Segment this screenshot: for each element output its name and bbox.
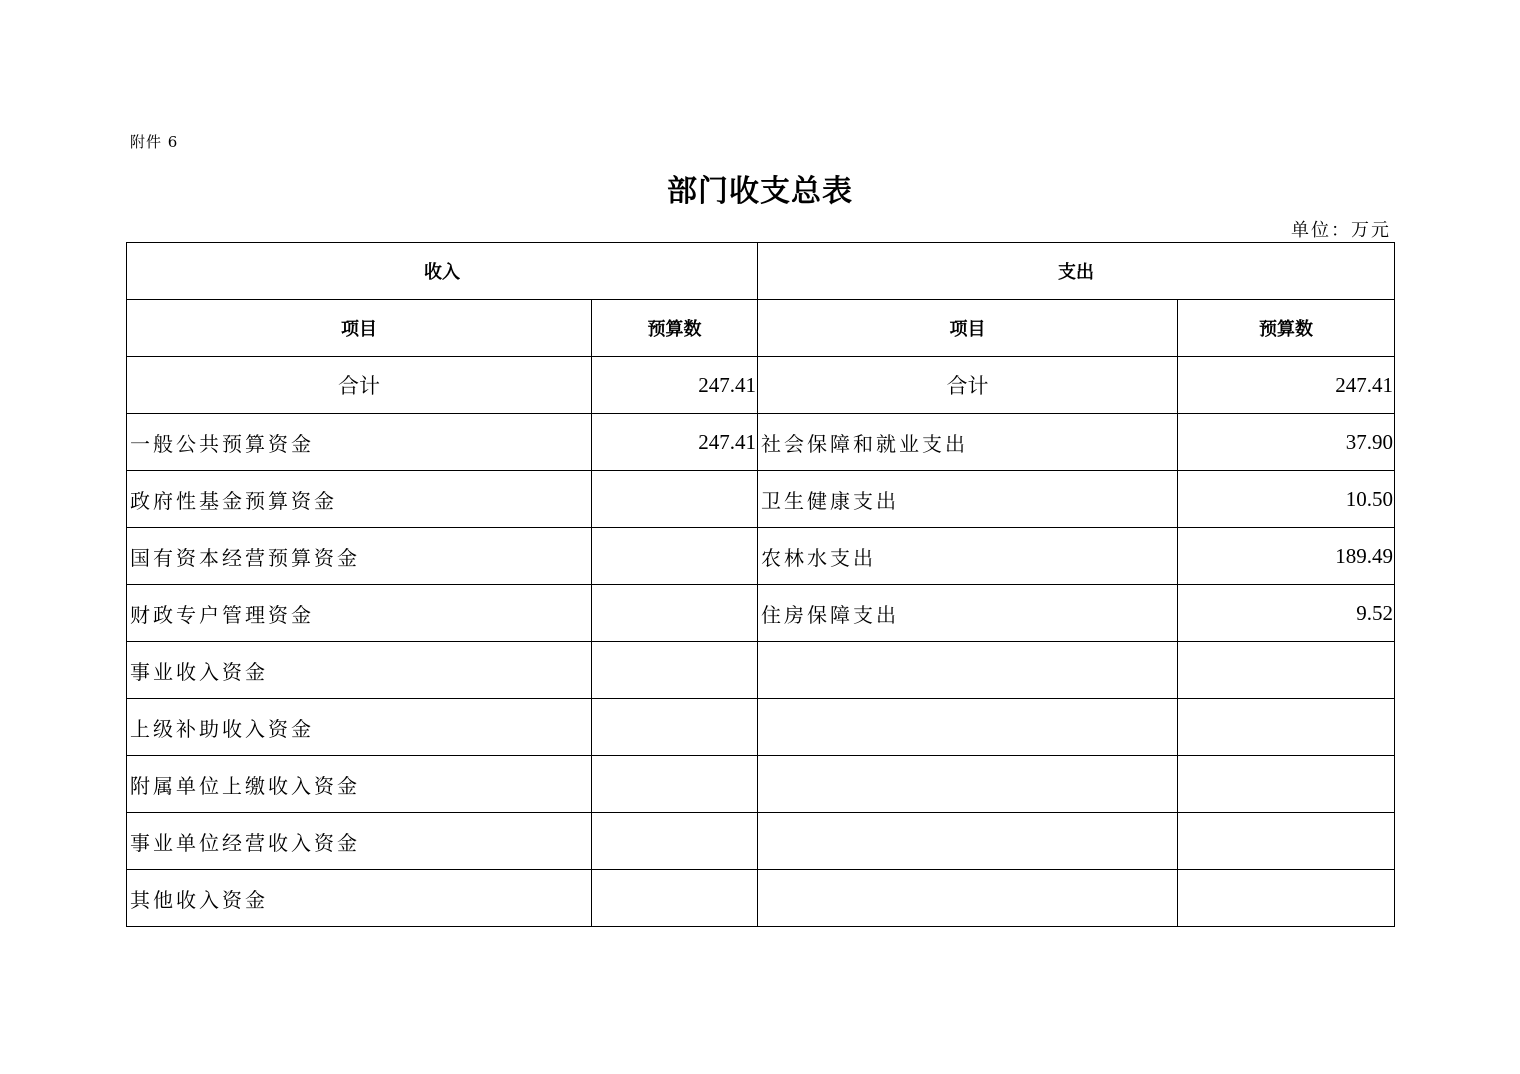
income-value xyxy=(592,471,758,528)
expense-value xyxy=(1178,699,1395,756)
expense-value: 9.52 xyxy=(1178,585,1395,642)
expense-value: 37.90 xyxy=(1178,414,1395,471)
income-item: 其他收入资金 xyxy=(127,870,592,927)
attachment-label: 附件 6 xyxy=(130,133,179,151)
income-value xyxy=(592,699,758,756)
income-value xyxy=(592,756,758,813)
table-row xyxy=(127,414,1395,471)
income-value xyxy=(592,813,758,870)
expense-budget-column-header: 预算数 xyxy=(1178,300,1395,357)
income-item-column-header: 项目 xyxy=(127,300,592,357)
income-budget-column-header: 预算数 xyxy=(592,300,758,357)
income-value xyxy=(592,585,758,642)
table-row xyxy=(127,528,1395,585)
expense-total-value: 247.41 xyxy=(1178,357,1395,414)
income-item: 一般公共预算资金 xyxy=(127,414,592,471)
expense-item xyxy=(758,756,1178,813)
expense-value xyxy=(1178,756,1395,813)
income-value xyxy=(592,870,758,927)
income-header: 收入 xyxy=(127,243,758,300)
income-item: 附属单位上缴收入资金 xyxy=(127,756,592,813)
expense-value xyxy=(1178,642,1395,699)
income-value xyxy=(592,528,758,585)
page-title: 部门收支总表 xyxy=(667,174,853,209)
income-item: 财政专户管理资金 xyxy=(127,585,592,642)
income-value xyxy=(592,642,758,699)
table-row xyxy=(127,585,1395,642)
income-item: 国有资本经营预算资金 xyxy=(127,528,592,585)
income-value: 247.41 xyxy=(592,414,758,471)
income-total-label: 合计 xyxy=(127,357,592,414)
income-item: 事业收入资金 xyxy=(127,642,592,699)
income-item: 政府性基金预算资金 xyxy=(127,471,592,528)
table-row xyxy=(127,756,1395,813)
expense-item xyxy=(758,870,1178,927)
expense-value xyxy=(1178,870,1395,927)
expense-item: 住房保障支出 xyxy=(758,585,1178,642)
unit-label: 单位：万元 xyxy=(1291,220,1391,241)
expense-header: 支出 xyxy=(758,243,1395,300)
table-row xyxy=(127,870,1395,927)
expense-item-column-header: 项目 xyxy=(758,300,1178,357)
table-row xyxy=(127,642,1395,699)
income-item: 事业单位经营收入资金 xyxy=(127,813,592,870)
section-header-row xyxy=(127,243,1395,300)
column-header-row xyxy=(127,300,1395,357)
expense-item: 卫生健康支出 xyxy=(758,471,1178,528)
expense-value xyxy=(1178,813,1395,870)
expense-item: 农林水支出 xyxy=(758,528,1178,585)
table-row xyxy=(127,471,1395,528)
expense-value: 10.50 xyxy=(1178,471,1395,528)
budget-summary-table xyxy=(126,242,1395,927)
income-total-value: 247.41 xyxy=(592,357,758,414)
expense-item: 社会保障和就业支出 xyxy=(758,414,1178,471)
expense-item xyxy=(758,642,1178,699)
expense-item xyxy=(758,699,1178,756)
table-row xyxy=(127,813,1395,870)
table-row xyxy=(127,699,1395,756)
expense-total-label: 合计 xyxy=(758,357,1178,414)
expense-item xyxy=(758,813,1178,870)
expense-value: 189.49 xyxy=(1178,528,1395,585)
total-row xyxy=(127,357,1395,414)
income-item: 上级补助收入资金 xyxy=(127,699,592,756)
